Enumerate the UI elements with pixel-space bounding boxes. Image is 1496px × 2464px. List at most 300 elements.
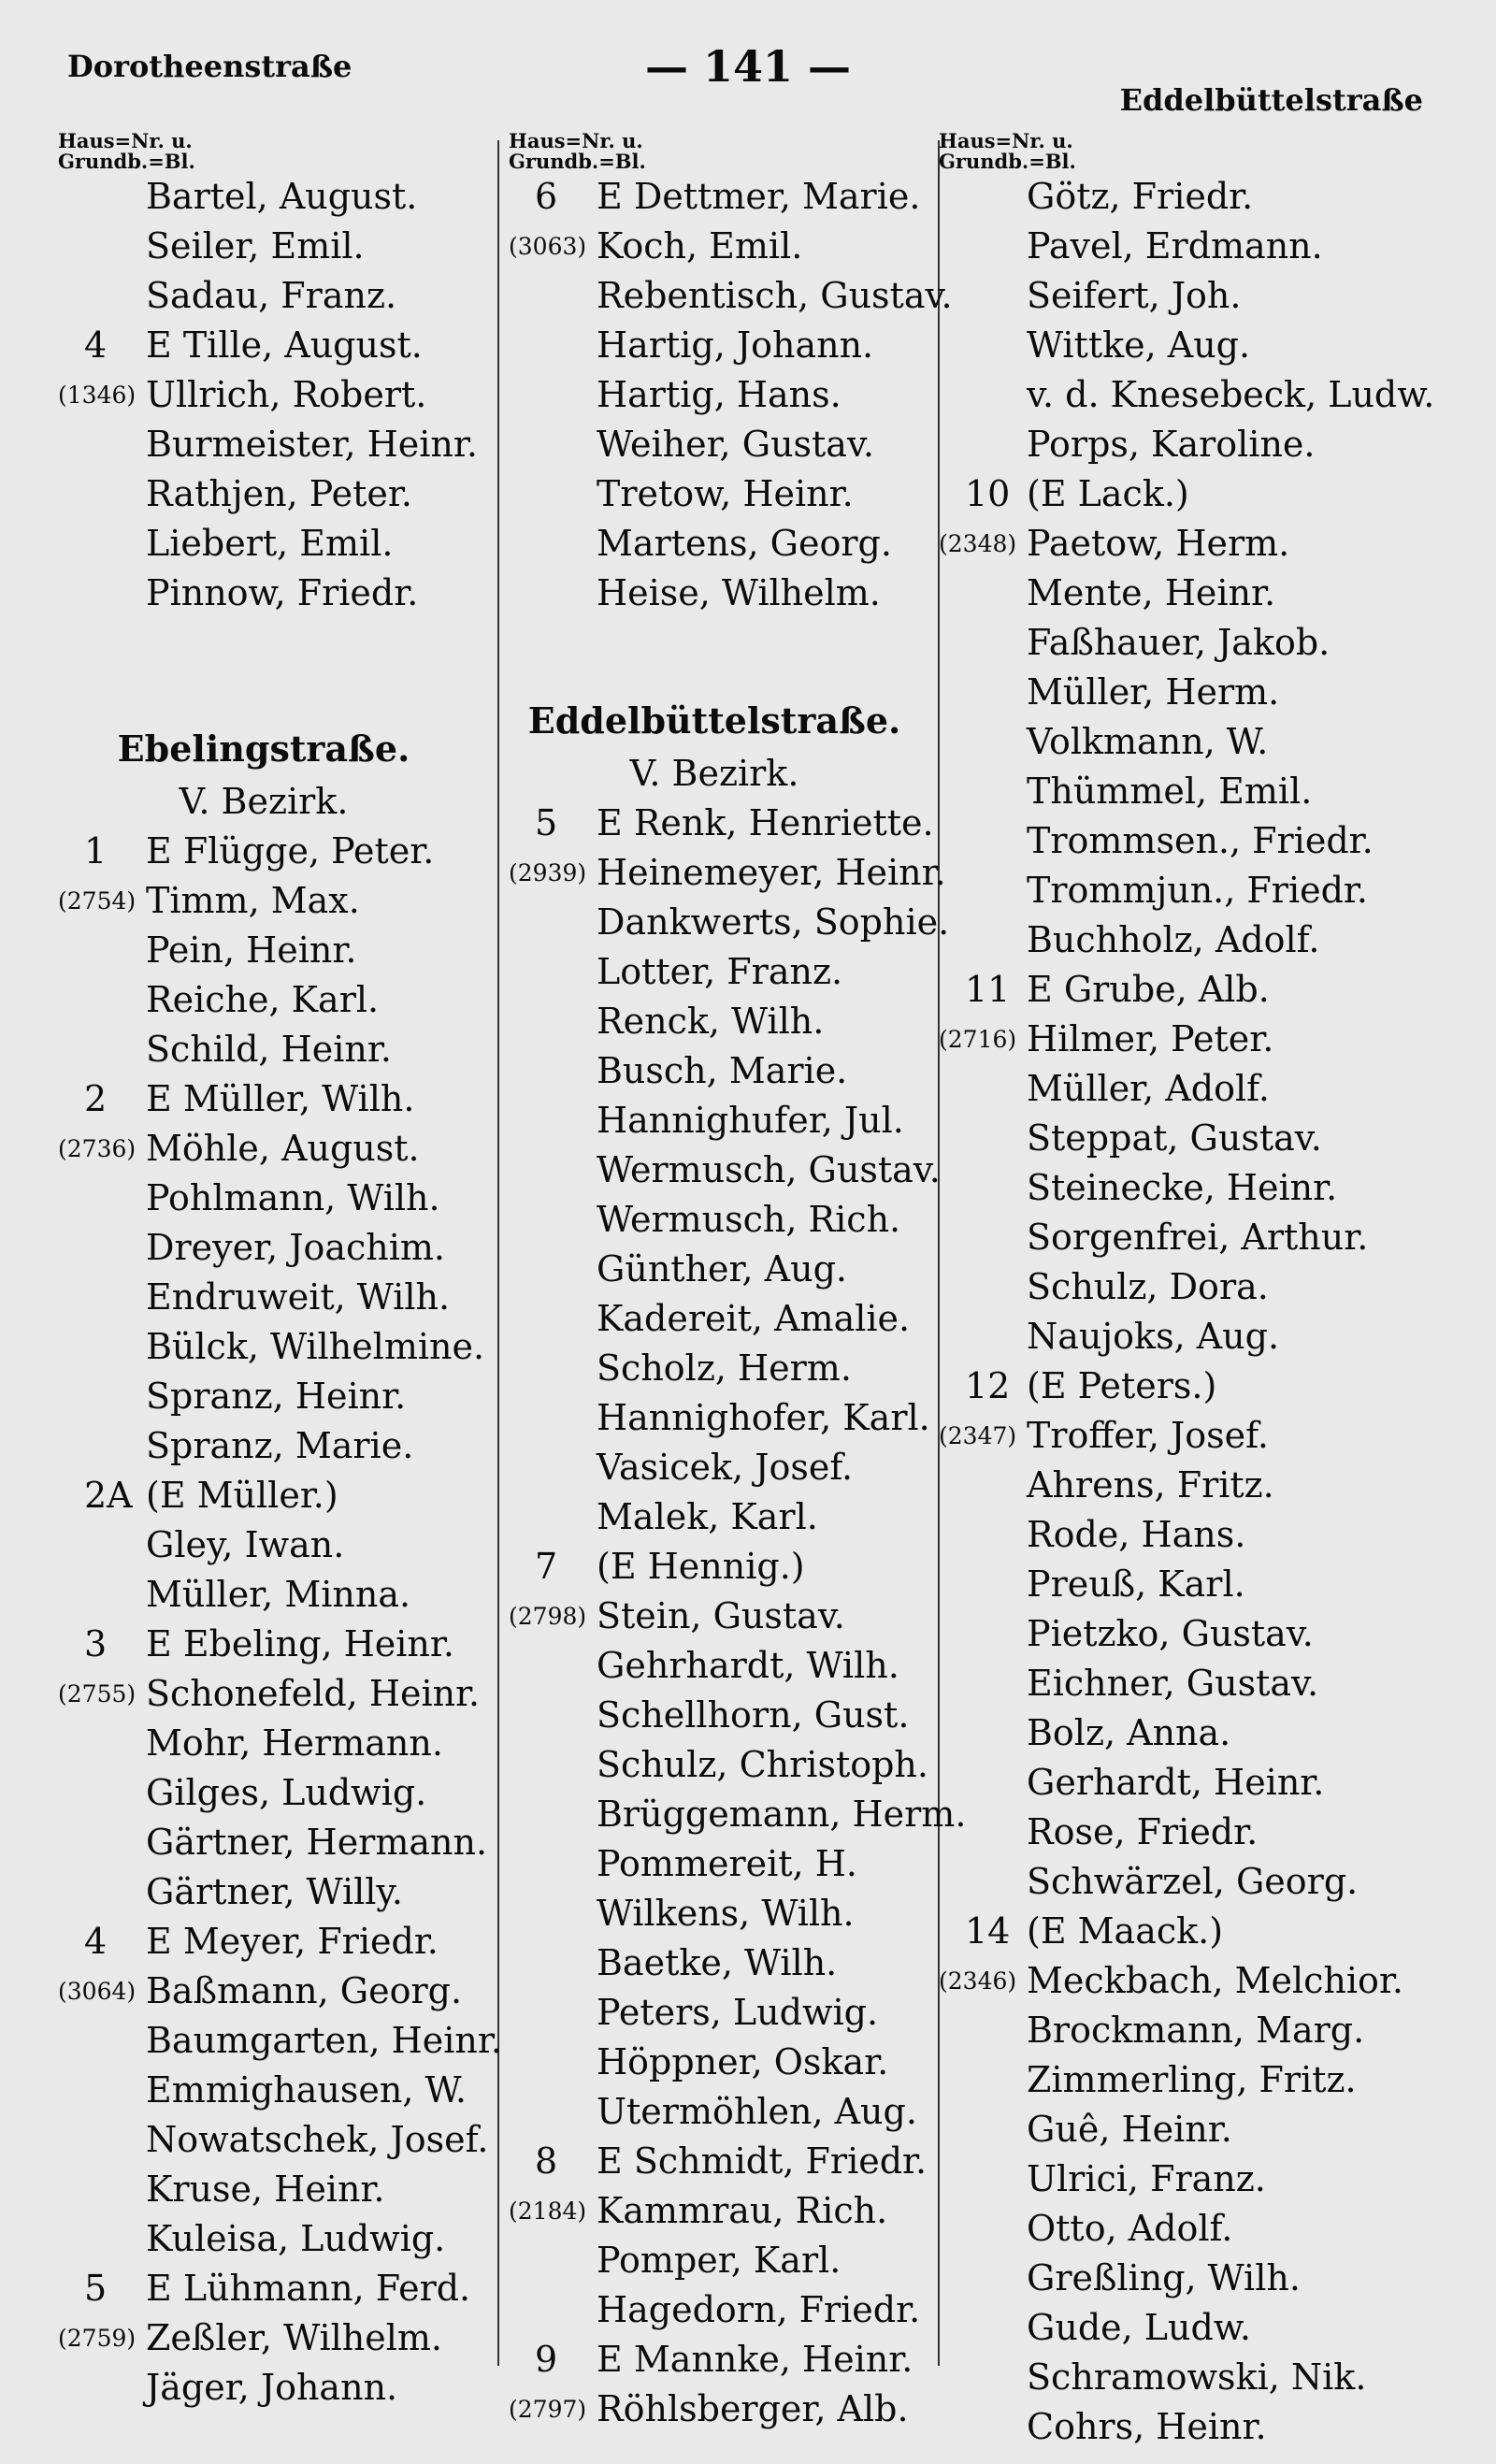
house-number: 11 — [965, 969, 1011, 1010]
directory-entry — [509, 2087, 967, 2137]
resident-name: Möhle, August. — [146, 1128, 420, 1169]
directory-entry — [58, 2264, 516, 2313]
directory-entry — [939, 370, 1435, 420]
directory-entry — [58, 1818, 516, 1867]
directory-entry — [58, 2066, 516, 2115]
resident-name: Emmighausen, W. — [146, 2069, 468, 2111]
resident-name: Martens, Georg. — [597, 523, 892, 564]
resident-name: Naujoks, Aug. — [1027, 1316, 1280, 1357]
directory-entry — [509, 222, 967, 271]
directory-entry — [939, 172, 1397, 222]
resident-name: Dankwerts, Sophie. — [597, 901, 950, 943]
resident-name: Koch, Emil. — [597, 225, 803, 267]
resident-name: Ullrich, Robert. — [146, 374, 427, 415]
directory-entry — [939, 2006, 1397, 2055]
resident-name: Stein, Gustav. — [597, 1595, 845, 1636]
resident-name: Kruse, Heinr. — [146, 2169, 385, 2210]
directory-entry — [509, 1096, 967, 1146]
directory-entry — [58, 1421, 516, 1471]
resident-name: Gude, Ludw. — [1027, 2307, 1251, 2348]
resident-name: Troffer, Josef. — [1027, 1415, 1269, 1456]
directory-entry — [58, 222, 516, 271]
directory-entry — [509, 1592, 967, 1641]
resident-name: Sorgenfrei, Arthur. — [1027, 1217, 1369, 1258]
resident-name: Sadau, Franz. — [146, 275, 397, 316]
land-register-number: (2755) — [58, 1680, 137, 1708]
resident-name: Hagedorn, Friedr. — [597, 2289, 921, 2330]
land-register-number: (2736) — [58, 1135, 137, 1162]
resident-name: Thümmel, Emil. — [1027, 771, 1313, 812]
resident-name: Peters, Ludwig. — [597, 1992, 879, 2033]
directory-entry — [509, 799, 967, 848]
directory-entry — [939, 1064, 1397, 1114]
resident-name: Hartig, Johann. — [597, 324, 874, 366]
directory-entry — [58, 1669, 516, 1719]
resident-name: Schellhorn, Gust. — [597, 1694, 910, 1736]
resident-name: Spranz, Marie. — [146, 1425, 414, 1466]
directory-entry — [58, 1520, 516, 1570]
directory-entry — [509, 370, 967, 420]
resident-name: Rode, Hans. — [1027, 1514, 1246, 1555]
resident-name: E Grube, Alb. — [1027, 969, 1270, 1010]
house-number: 10 — [965, 473, 1011, 514]
resident-name: Ahrens, Fritz. — [1027, 1464, 1274, 1506]
resident-name: Vasicek, Josef. — [597, 1447, 854, 1488]
resident-name: Pinnow, Friedr. — [146, 572, 419, 613]
resident-name: Heise, Wilhelm. — [597, 572, 881, 613]
resident-name: Müller, Adolf. — [1027, 1068, 1270, 1109]
directory-entry — [939, 1461, 1397, 1510]
resident-name: E Lühmann, Ferd. — [146, 2268, 471, 2309]
resident-name: Faßhauer, Jakob. — [1027, 622, 1331, 663]
resident-name: Hartig, Hans. — [597, 374, 842, 415]
directory-entry — [509, 1938, 967, 1988]
directory-entry — [58, 827, 516, 876]
directory-entry — [509, 469, 967, 519]
resident-name: Rose, Friedr. — [1027, 1811, 1259, 1852]
house-number: 12 — [965, 1365, 1011, 1406]
directory-entry — [509, 1988, 967, 2038]
house-number: 9 — [535, 2339, 558, 2380]
resident-name: Baumgarten, Heinr. — [146, 2020, 502, 2061]
street-heading: Ebelingstraße. — [117, 728, 410, 770]
resident-name: Malek, Karl. — [597, 1496, 818, 1537]
directory-entry — [58, 519, 516, 569]
resident-name: Heinemeyer, Heinr. — [597, 852, 946, 893]
resident-name: E Meyer, Friedr. — [146, 1921, 439, 1962]
resident-name: Gley, Iwan. — [146, 1524, 345, 1565]
resident-name: Gärtner, Willy. — [146, 1871, 403, 1912]
directory-entry — [939, 1411, 1397, 1461]
resident-name: Busch, Marie. — [597, 1050, 848, 1091]
directory-entry — [58, 1620, 516, 1669]
directory-entry — [509, 172, 967, 222]
entries-list — [58, 827, 516, 2413]
house-number: 6 — [535, 176, 558, 217]
resident-name: Pomper, Karl. — [597, 2240, 842, 2281]
resident-name: Steinecke, Heinr. — [1027, 1167, 1338, 1208]
directory-entry — [58, 1917, 516, 1967]
resident-name: (E Hennig.) — [597, 1546, 805, 1587]
resident-name: Götz, Friedr. — [1027, 176, 1254, 217]
resident-name: Cohrs, Heinr. — [1027, 2406, 1267, 2447]
land-register-number: (3063) — [509, 233, 587, 260]
resident-name: Gehrhardt, Wilh. — [597, 1645, 899, 1686]
directory-entry — [939, 1262, 1397, 1312]
resident-name: Weiher, Gustav. — [597, 424, 875, 465]
resident-name: Gärtner, Hermann. — [146, 1822, 488, 1863]
resident-name: Wilkens, Wilh. — [597, 1893, 855, 1934]
resident-name: Ulrici, Franz. — [1027, 2158, 1266, 2199]
directory-entry — [939, 420, 1397, 469]
directory-entry — [58, 370, 516, 420]
land-register-number: (2754) — [58, 887, 137, 915]
directory-entry — [58, 2214, 516, 2264]
resident-name: Kuleisa, Ludwig. — [146, 2218, 446, 2259]
land-register-number: (2939) — [509, 859, 587, 886]
directory-entry — [509, 848, 967, 898]
land-register-number: (2797) — [509, 2396, 587, 2423]
resident-name: Tretow, Heinr. — [597, 473, 854, 514]
resident-name: Mente, Heinr. — [1027, 572, 1276, 613]
resident-name: (E Maack.) — [1027, 1910, 1224, 1952]
house-number: 5 — [84, 2268, 108, 2309]
directory-entry — [509, 2236, 967, 2285]
resident-name: Spranz, Heinr. — [146, 1376, 407, 1417]
resident-name: Kadereit, Amalie. — [597, 1298, 911, 1339]
house-number: 4 — [84, 324, 108, 366]
directory-entry — [58, 2165, 516, 2214]
directory-entry — [939, 2303, 1397, 2353]
resident-name: Hannighufer, Jul. — [597, 1100, 904, 1141]
directory-entry — [939, 271, 1397, 321]
directory-entry — [58, 1372, 516, 1421]
resident-name: Rathjen, Peter. — [146, 473, 412, 514]
column-header-line2: Grundb.=Bl. — [939, 150, 1076, 173]
directory-entry — [58, 1768, 516, 1818]
directory-entry — [58, 1025, 516, 1074]
resident-name: Brüggemann, Herm. — [597, 1794, 967, 1835]
directory-entry — [939, 767, 1397, 816]
column-header-line2: Grundb.=Bl. — [509, 150, 646, 173]
directory-entry — [509, 2137, 967, 2186]
directory-entry — [58, 1322, 516, 1372]
directory-entry — [509, 420, 967, 469]
directory-entry — [939, 2254, 1397, 2303]
entries-list-top — [509, 172, 967, 618]
column-header-line1: Haus=Nr. u. — [509, 129, 643, 152]
directory-entry — [509, 1889, 967, 1938]
resident-name: Eichner, Gustav. — [1027, 1663, 1319, 1704]
resident-name: Burmeister, Heinr. — [146, 424, 478, 465]
resident-name: Pavel, Erdmann. — [1027, 225, 1323, 267]
directory-entry — [509, 1641, 967, 1691]
resident-name: Müller, Minna. — [146, 1574, 411, 1615]
house-number: 14 — [965, 1910, 1011, 1952]
entries-list — [509, 799, 967, 2434]
directory-entry — [58, 1223, 516, 1273]
land-register-number: (2759) — [58, 2325, 137, 2352]
house-number: 7 — [535, 1546, 558, 1587]
directory-entry — [509, 1393, 967, 1443]
resident-name: Pohlmann, Wilh. — [146, 1177, 440, 1218]
directory-entry — [58, 1570, 516, 1620]
resident-name: E Flügge, Peter. — [146, 830, 435, 872]
resident-name: Gerhardt, Heinr. — [1027, 1762, 1325, 1803]
land-register-number: (2348) — [939, 530, 1017, 557]
directory-entry — [939, 569, 1397, 618]
land-register-number: (2716) — [939, 1026, 1017, 1053]
directory-entry — [939, 1114, 1397, 1163]
directory-entry — [509, 1195, 967, 1245]
resident-name: Schwärzel, Georg. — [1027, 1861, 1359, 1902]
directory-entry — [939, 1659, 1397, 1708]
directory-entry — [939, 1956, 1404, 2006]
resident-name: E Dettmer, Marie. — [597, 176, 921, 217]
directory-entry — [939, 519, 1397, 569]
resident-name: Seiler, Emil. — [146, 225, 365, 267]
resident-name: Schramowski, Nik. — [1027, 2356, 1367, 2398]
resident-name: Jäger, Johann. — [146, 2367, 398, 2408]
directory-entry — [939, 1510, 1397, 1560]
resident-name: Paetow, Herm. — [1027, 523, 1290, 564]
directory-entry — [509, 1492, 967, 1542]
directory-entry — [939, 1163, 1397, 1213]
directory-entry — [58, 2363, 516, 2413]
directory-entry — [509, 2335, 967, 2385]
column-1 — [58, 131, 516, 2413]
resident-name: Endruweit, Wilh. — [146, 1276, 451, 1318]
directory-entry — [58, 1867, 516, 1917]
directory-entry — [509, 2038, 967, 2087]
directory-entry — [939, 1808, 1397, 1857]
resident-name: Meckbach, Melchior. — [1027, 1960, 1404, 2001]
directory-entry — [58, 2115, 516, 2165]
resident-name: E Tille, August. — [146, 324, 423, 366]
resident-name: (E Peters.) — [1027, 1365, 1217, 1406]
directory-entry — [939, 816, 1397, 866]
resident-name: Nowatschek, Josef. — [146, 2119, 489, 2160]
directory-entry — [58, 469, 516, 519]
resident-name: Zeßler, Wilhelm. — [146, 2317, 442, 2358]
column-2 — [509, 131, 967, 2434]
directory-entry — [58, 1273, 516, 1322]
resident-name: Günther, Aug. — [597, 1248, 848, 1290]
directory-entry — [509, 271, 967, 321]
resident-name: Volkmann, W. — [1027, 721, 1269, 762]
column-3 — [939, 129, 1435, 2452]
directory-entry — [939, 965, 1397, 1015]
directory-entry — [58, 1074, 516, 1124]
resident-name: Röhlsberger, Alb. — [597, 2388, 909, 2429]
resident-name: Timm, Max. — [146, 880, 360, 921]
directory-entry — [939, 321, 1397, 370]
entries-list — [939, 172, 1435, 2452]
directory-entry — [509, 1839, 967, 1889]
district-label: V. Bezirk. — [179, 781, 349, 822]
column-header-line1: Haus=Nr. u. — [58, 129, 193, 152]
resident-name: Hilmer, Peter. — [1027, 1018, 1274, 1059]
resident-name: Baßmann, Georg. — [146, 1970, 463, 2011]
directory-entry — [939, 1213, 1397, 1262]
resident-name: Schulz, Christoph. — [597, 1744, 928, 1785]
street-heading: Eddelbüttelstraße. — [527, 699, 901, 742]
directory-entry — [939, 717, 1397, 767]
page-number: — 141 — — [644, 41, 852, 92]
resident-name: v. d. Knesebeck, Ludw. — [1027, 374, 1435, 415]
resident-name: Baetke, Wilh. — [597, 1942, 838, 1983]
directory-entry — [509, 2385, 967, 2434]
resident-name: (E Lack.) — [1027, 473, 1189, 514]
directory-entry — [939, 1362, 1397, 1411]
resident-name: Utermöhlen, Aug. — [597, 2091, 917, 2132]
resident-name: Reiche, Karl. — [146, 979, 380, 1020]
resident-name: Renck, Wilh. — [597, 1001, 825, 1042]
house-number: 2A — [84, 1475, 133, 1516]
land-register-number: (2346) — [939, 1967, 1017, 1995]
column-header-line2: Grundb.=Bl. — [58, 150, 195, 173]
directory-entry — [939, 1609, 1397, 1659]
resident-name: Greßling, Wilh. — [1027, 2257, 1301, 2298]
directory-entry — [58, 876, 516, 926]
directory-entry — [58, 569, 516, 618]
land-register-number: (2347) — [939, 1422, 1017, 1449]
resident-name: Bolz, Anna. — [1027, 1712, 1231, 1753]
directory-entry — [939, 1312, 1397, 1362]
directory-entry — [509, 1146, 967, 1195]
directory-entry — [509, 321, 967, 370]
directory-entry — [939, 1560, 1397, 1609]
house-number: 3 — [84, 1623, 108, 1664]
land-register-number: (3064) — [58, 1978, 137, 2005]
resident-name: Müller, Herm. — [1027, 671, 1280, 713]
directory-entry — [939, 2055, 1397, 2105]
resident-name: Porps, Karoline. — [1027, 424, 1316, 465]
running-header-left: Dorotheenstraße — [67, 49, 352, 84]
directory-entry — [509, 898, 967, 947]
directory-entry — [58, 1174, 516, 1223]
directory-entry — [939, 1758, 1397, 1808]
directory-entry — [509, 1790, 967, 1839]
house-number: 5 — [535, 802, 558, 843]
resident-name: Trommjun., Friedr. — [1027, 870, 1368, 911]
resident-name: Wittke, Aug. — [1027, 324, 1251, 366]
directory-entry — [58, 1967, 516, 2016]
directory-entry — [509, 519, 967, 569]
resident-name: Zimmerling, Fritz. — [1027, 2059, 1357, 2100]
resident-name: E Renk, Henriette. — [597, 802, 934, 843]
directory-entry — [509, 1443, 967, 1492]
resident-name: Seifert, Joh. — [1027, 275, 1242, 316]
resident-name: E Schmidt, Friedr. — [597, 2140, 928, 2182]
directory-entry — [939, 1708, 1397, 1758]
directory-entry — [939, 1857, 1397, 1907]
directory-entry — [939, 222, 1397, 271]
directory-entry — [58, 321, 516, 370]
directory-entry — [939, 915, 1397, 965]
resident-name: Rebentisch, Gustav. — [597, 275, 953, 316]
resident-name: Höppner, Oskar. — [597, 2041, 889, 2082]
directory-entry — [509, 997, 967, 1046]
resident-name: Pein, Heinr. — [146, 929, 357, 971]
resident-name: Lotter, Franz. — [597, 951, 843, 992]
directory-entry — [58, 420, 516, 469]
directory-entry — [58, 975, 516, 1025]
land-register-number: (1346) — [58, 382, 137, 409]
resident-name: Steppat, Gustav. — [1027, 1117, 1322, 1159]
resident-name: E Ebeling, Heinr. — [146, 1623, 454, 1664]
directory-entry — [509, 1294, 967, 1344]
district-label: V. Bezirk. — [629, 753, 799, 794]
resident-name: Brockmann, Marg. — [1027, 2010, 1365, 2051]
resident-name: Schulz, Dora. — [1027, 1266, 1269, 1307]
directory-entry — [509, 1046, 967, 1096]
house-number: 8 — [535, 2140, 558, 2182]
running-header-right: Eddelbüttelstraße — [1119, 82, 1423, 118]
directory-entry — [509, 1245, 967, 1294]
resident-name: (E Müller.) — [146, 1475, 338, 1516]
entries-list-top — [58, 172, 516, 618]
directory-entry — [939, 2204, 1397, 2254]
resident-name: Gilges, Ludwig. — [146, 1772, 427, 1813]
directory-entry — [58, 172, 516, 222]
directory-entry — [939, 866, 1397, 915]
column-header-line1: Haus=Nr. u. — [939, 129, 1073, 152]
directory-entry — [939, 2353, 1397, 2402]
directory-entry — [509, 947, 967, 997]
house-number: 1 — [84, 830, 108, 872]
directory-entry — [939, 668, 1397, 717]
resident-name: E Mannke, Heinr. — [597, 2339, 913, 2380]
resident-name: Otto, Adolf. — [1027, 2208, 1233, 2249]
directory-entry — [58, 2016, 516, 2066]
resident-name: Preuß, Karl. — [1027, 1563, 1245, 1605]
resident-name: Bülck, Wilhelmine. — [146, 1326, 485, 1367]
house-number: 4 — [84, 1921, 108, 1962]
directory-entry — [58, 1471, 516, 1520]
resident-name: Schild, Heinr. — [146, 1029, 392, 1070]
directory-entry — [939, 2402, 1397, 2452]
resident-name: Scholz, Herm. — [597, 1347, 852, 1389]
resident-name: Guê, Heinr. — [1027, 2109, 1232, 2150]
directory-entry — [509, 1691, 967, 1740]
directory-entry — [509, 2285, 967, 2335]
directory-entry — [939, 469, 1397, 519]
resident-name: Liebert, Emil. — [146, 523, 394, 564]
resident-name: Mohr, Hermann. — [146, 1722, 443, 1764]
directory-entry — [509, 1542, 967, 1592]
directory-entry — [58, 1719, 516, 1768]
resident-name: Bartel, August. — [146, 176, 418, 217]
resident-name: E Müller, Wilh. — [146, 1078, 415, 1119]
directory-entry — [939, 2105, 1397, 2154]
directory-entry — [939, 2154, 1397, 2204]
resident-name: Buchholz, Adolf. — [1027, 919, 1320, 960]
directory-entry — [509, 1344, 967, 1393]
resident-name: Pietzko, Gustav. — [1027, 1613, 1314, 1654]
resident-name: Kammrau, Rich. — [597, 2190, 888, 2231]
directory-entry — [939, 618, 1397, 668]
directory-entry — [939, 1015, 1397, 1064]
directory-entry — [58, 926, 516, 975]
directory-entry — [509, 2186, 967, 2236]
directory-entry — [58, 2313, 516, 2363]
resident-name: Hannighofer, Karl. — [597, 1397, 930, 1438]
directory-entry — [58, 271, 516, 321]
resident-name: Dreyer, Joachim. — [146, 1227, 446, 1268]
resident-name: Schonefeld, Heinr. — [146, 1673, 481, 1714]
house-number: 2 — [84, 1078, 108, 1119]
